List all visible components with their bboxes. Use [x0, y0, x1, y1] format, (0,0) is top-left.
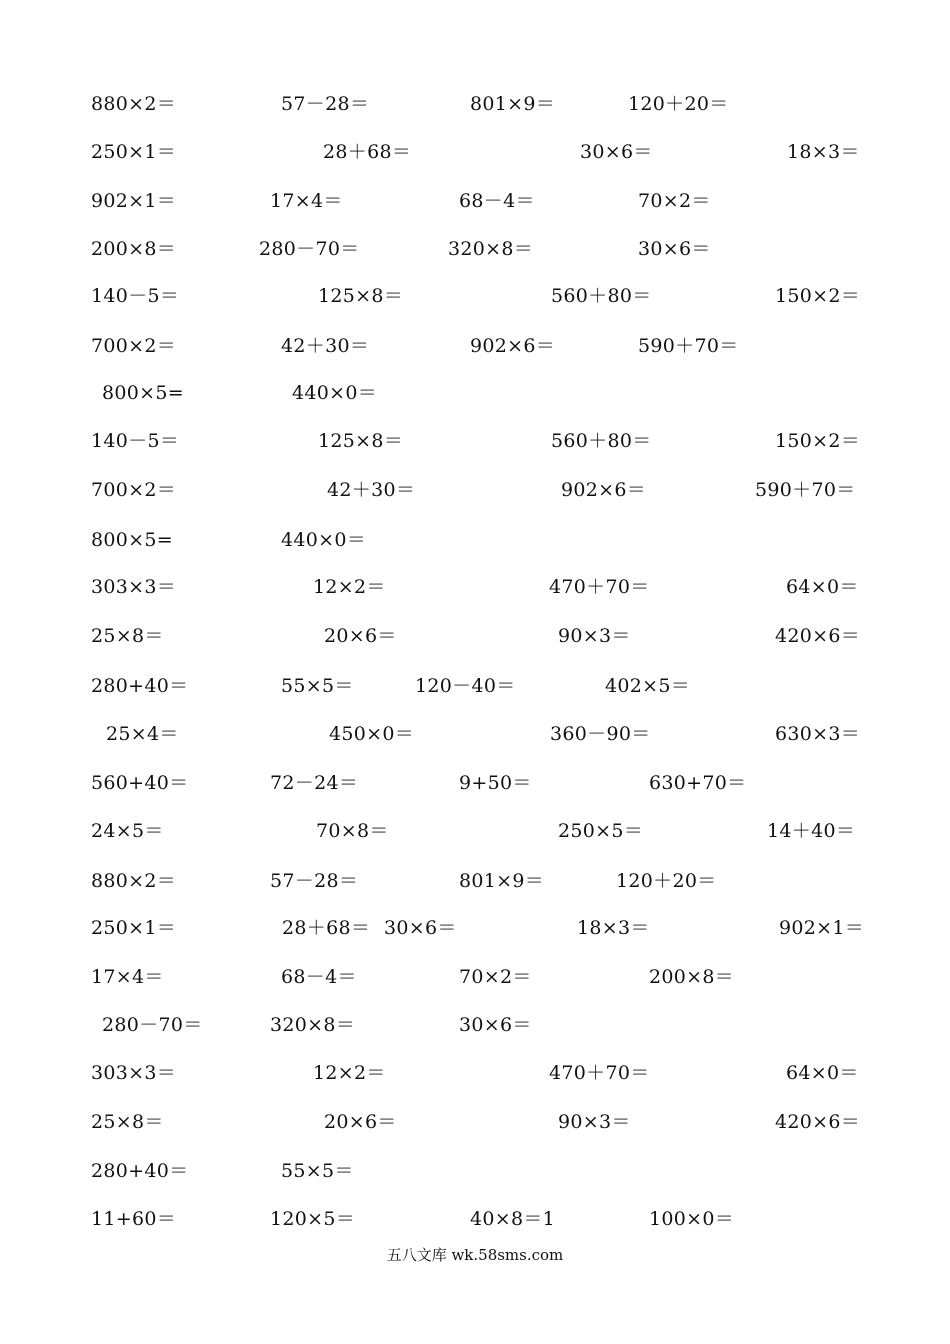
- problem-r21-c3: 470＋70＝: [549, 1062, 650, 1084]
- problem-r15-c4: 630+70＝: [649, 772, 747, 794]
- problem-r16-c4: 14＋40＝: [767, 820, 856, 842]
- problem-r17-c1: 880×2＝: [91, 870, 177, 892]
- problem-r3-c1: 902×1＝: [91, 190, 177, 212]
- problem-r5-c1: 140－5＝: [91, 285, 180, 307]
- problem-r2-c2: 28＋68＝: [323, 141, 412, 163]
- problem-r13-c3: 120－40＝: [415, 675, 516, 697]
- problem-r23-c2: 55×5＝: [281, 1160, 354, 1182]
- problem-r6-c1: 700×2＝: [91, 335, 177, 357]
- problem-r20-c3: 30×6＝: [459, 1014, 532, 1036]
- problem-r1-c1: 880×2＝: [91, 93, 177, 115]
- page-footer-watermark: 五八文库 wk.58sms.com: [386, 1246, 564, 1264]
- problem-r4-c4: 30×6＝: [638, 238, 711, 260]
- problem-r2-c3: 30×6＝: [580, 141, 653, 163]
- problem-r20-c2: 320×8＝: [270, 1014, 356, 1036]
- problem-r4-c1: 200×8＝: [91, 238, 177, 260]
- problem-r3-c3: 68－4＝: [459, 190, 535, 212]
- problem-r1-c2: 57－28＝: [281, 93, 370, 115]
- problem-r3-c4: 70×2＝: [638, 190, 711, 212]
- problem-r12-c4: 420×6＝: [775, 625, 861, 647]
- problem-r12-c3: 90×3＝: [558, 625, 631, 647]
- problem-r18-c1: 250×1＝: [91, 917, 177, 939]
- problem-r14-c4: 630×3＝: [775, 723, 861, 745]
- problem-r22-c1: 25×8＝: [91, 1111, 164, 1133]
- problem-r3-c2: 17×4＝: [270, 190, 343, 212]
- problem-r22-c2: 20×6＝: [324, 1111, 397, 1133]
- problem-r11-c2: 12×2＝: [313, 576, 386, 598]
- problem-r7-c1: 800×5=: [102, 382, 184, 404]
- problem-r14-c1: 25×4＝: [106, 723, 179, 745]
- problem-r9-c3: 902×6＝: [561, 479, 647, 501]
- problem-r19-c2: 68－4＝: [281, 966, 357, 988]
- problem-r16-c3: 250×5＝: [558, 820, 644, 842]
- problem-r8-c2: 125×8＝: [318, 430, 404, 452]
- problem-r21-c2: 12×2＝: [313, 1062, 386, 1084]
- problem-r4-c2: 280－70＝: [259, 238, 360, 260]
- problem-r12-c1: 25×8＝: [91, 625, 164, 647]
- problem-r16-c1: 24×5＝: [91, 820, 164, 842]
- problem-r6-c2: 42＋30＝: [281, 335, 370, 357]
- problem-r18-c2: 28＋68＝: [282, 917, 371, 939]
- problem-r6-c4: 590＋70＝: [638, 335, 739, 357]
- problem-r1-c4: 120＋20＝: [628, 93, 729, 115]
- problem-r15-c2: 72－24＝: [270, 772, 359, 794]
- problem-r15-c1: 560+40＝: [91, 772, 189, 794]
- problem-r17-c3: 801×9＝: [459, 870, 545, 892]
- problem-r1-c3: 801×9＝: [470, 93, 556, 115]
- problem-r19-c1: 17×4＝: [91, 966, 164, 988]
- problem-r14-c3: 360－90＝: [550, 723, 651, 745]
- problem-r9-c4: 590＋70＝: [755, 479, 856, 501]
- problem-r13-c1: 280+40＝: [91, 675, 189, 697]
- problem-r8-c3: 560＋80＝: [551, 430, 652, 452]
- problem-r17-c4: 120＋20＝: [616, 870, 717, 892]
- problem-r9-c2: 42＋30＝: [327, 479, 416, 501]
- problem-r24-c4: 100×0＝: [649, 1208, 735, 1230]
- problem-r16-c2: 70×8＝: [316, 820, 389, 842]
- problem-r24-c2: 120×5＝: [270, 1208, 356, 1230]
- problem-r20-c1: 280－70＝: [102, 1014, 203, 1036]
- problem-r19-c4: 200×8＝: [649, 966, 735, 988]
- problem-r21-c4: 64×0＝: [786, 1062, 859, 1084]
- problem-r11-c1: 303×3＝: [91, 576, 177, 598]
- problem-r4-c3: 320×8＝: [448, 238, 534, 260]
- problem-r11-c3: 470＋70＝: [549, 576, 650, 598]
- problem-r2-c1: 250×1＝: [91, 141, 177, 163]
- problem-r22-c3: 90×3＝: [558, 1111, 631, 1133]
- problem-r2-c4: 18×3＝: [787, 141, 860, 163]
- problem-r13-c2: 55×5＝: [281, 675, 354, 697]
- problem-r10-c2: 440×0＝: [281, 529, 367, 551]
- problem-r18-c5: 902×1＝: [779, 917, 865, 939]
- problem-r17-c2: 57－28＝: [270, 870, 359, 892]
- problem-r21-c1: 303×3＝: [91, 1062, 177, 1084]
- problem-r14-c2: 450×0＝: [329, 723, 415, 745]
- problem-r11-c4: 64×0＝: [786, 576, 859, 598]
- problem-r18-c3: 30×6＝: [384, 917, 457, 939]
- problem-r5-c2: 125×8＝: [318, 285, 404, 307]
- problem-r15-c3: 9+50＝: [459, 772, 532, 794]
- problem-r7-c2: 440×0＝: [292, 382, 378, 404]
- problem-r12-c2: 20×6＝: [324, 625, 397, 647]
- problem-r13-c4: 402×5＝: [605, 675, 691, 697]
- problem-r6-c3: 902×6＝: [470, 335, 556, 357]
- problem-r23-c1: 280+40＝: [91, 1160, 189, 1182]
- problem-r19-c3: 70×2＝: [459, 966, 532, 988]
- problem-r5-c4: 150×2＝: [775, 285, 861, 307]
- problem-r9-c1: 700×2＝: [91, 479, 177, 501]
- problem-r10-c1: 800×5=: [91, 529, 173, 551]
- problem-r22-c4: 420×6＝: [775, 1111, 861, 1133]
- problem-r24-c1: 11+60＝: [91, 1208, 177, 1230]
- problem-r5-c3: 560＋80＝: [551, 285, 652, 307]
- problem-r24-c3: 40×8＝1: [470, 1208, 556, 1230]
- problem-r8-c1: 140－5＝: [91, 430, 180, 452]
- problem-r18-c4: 18×3＝: [577, 917, 650, 939]
- problem-r8-c4: 150×2＝: [775, 430, 861, 452]
